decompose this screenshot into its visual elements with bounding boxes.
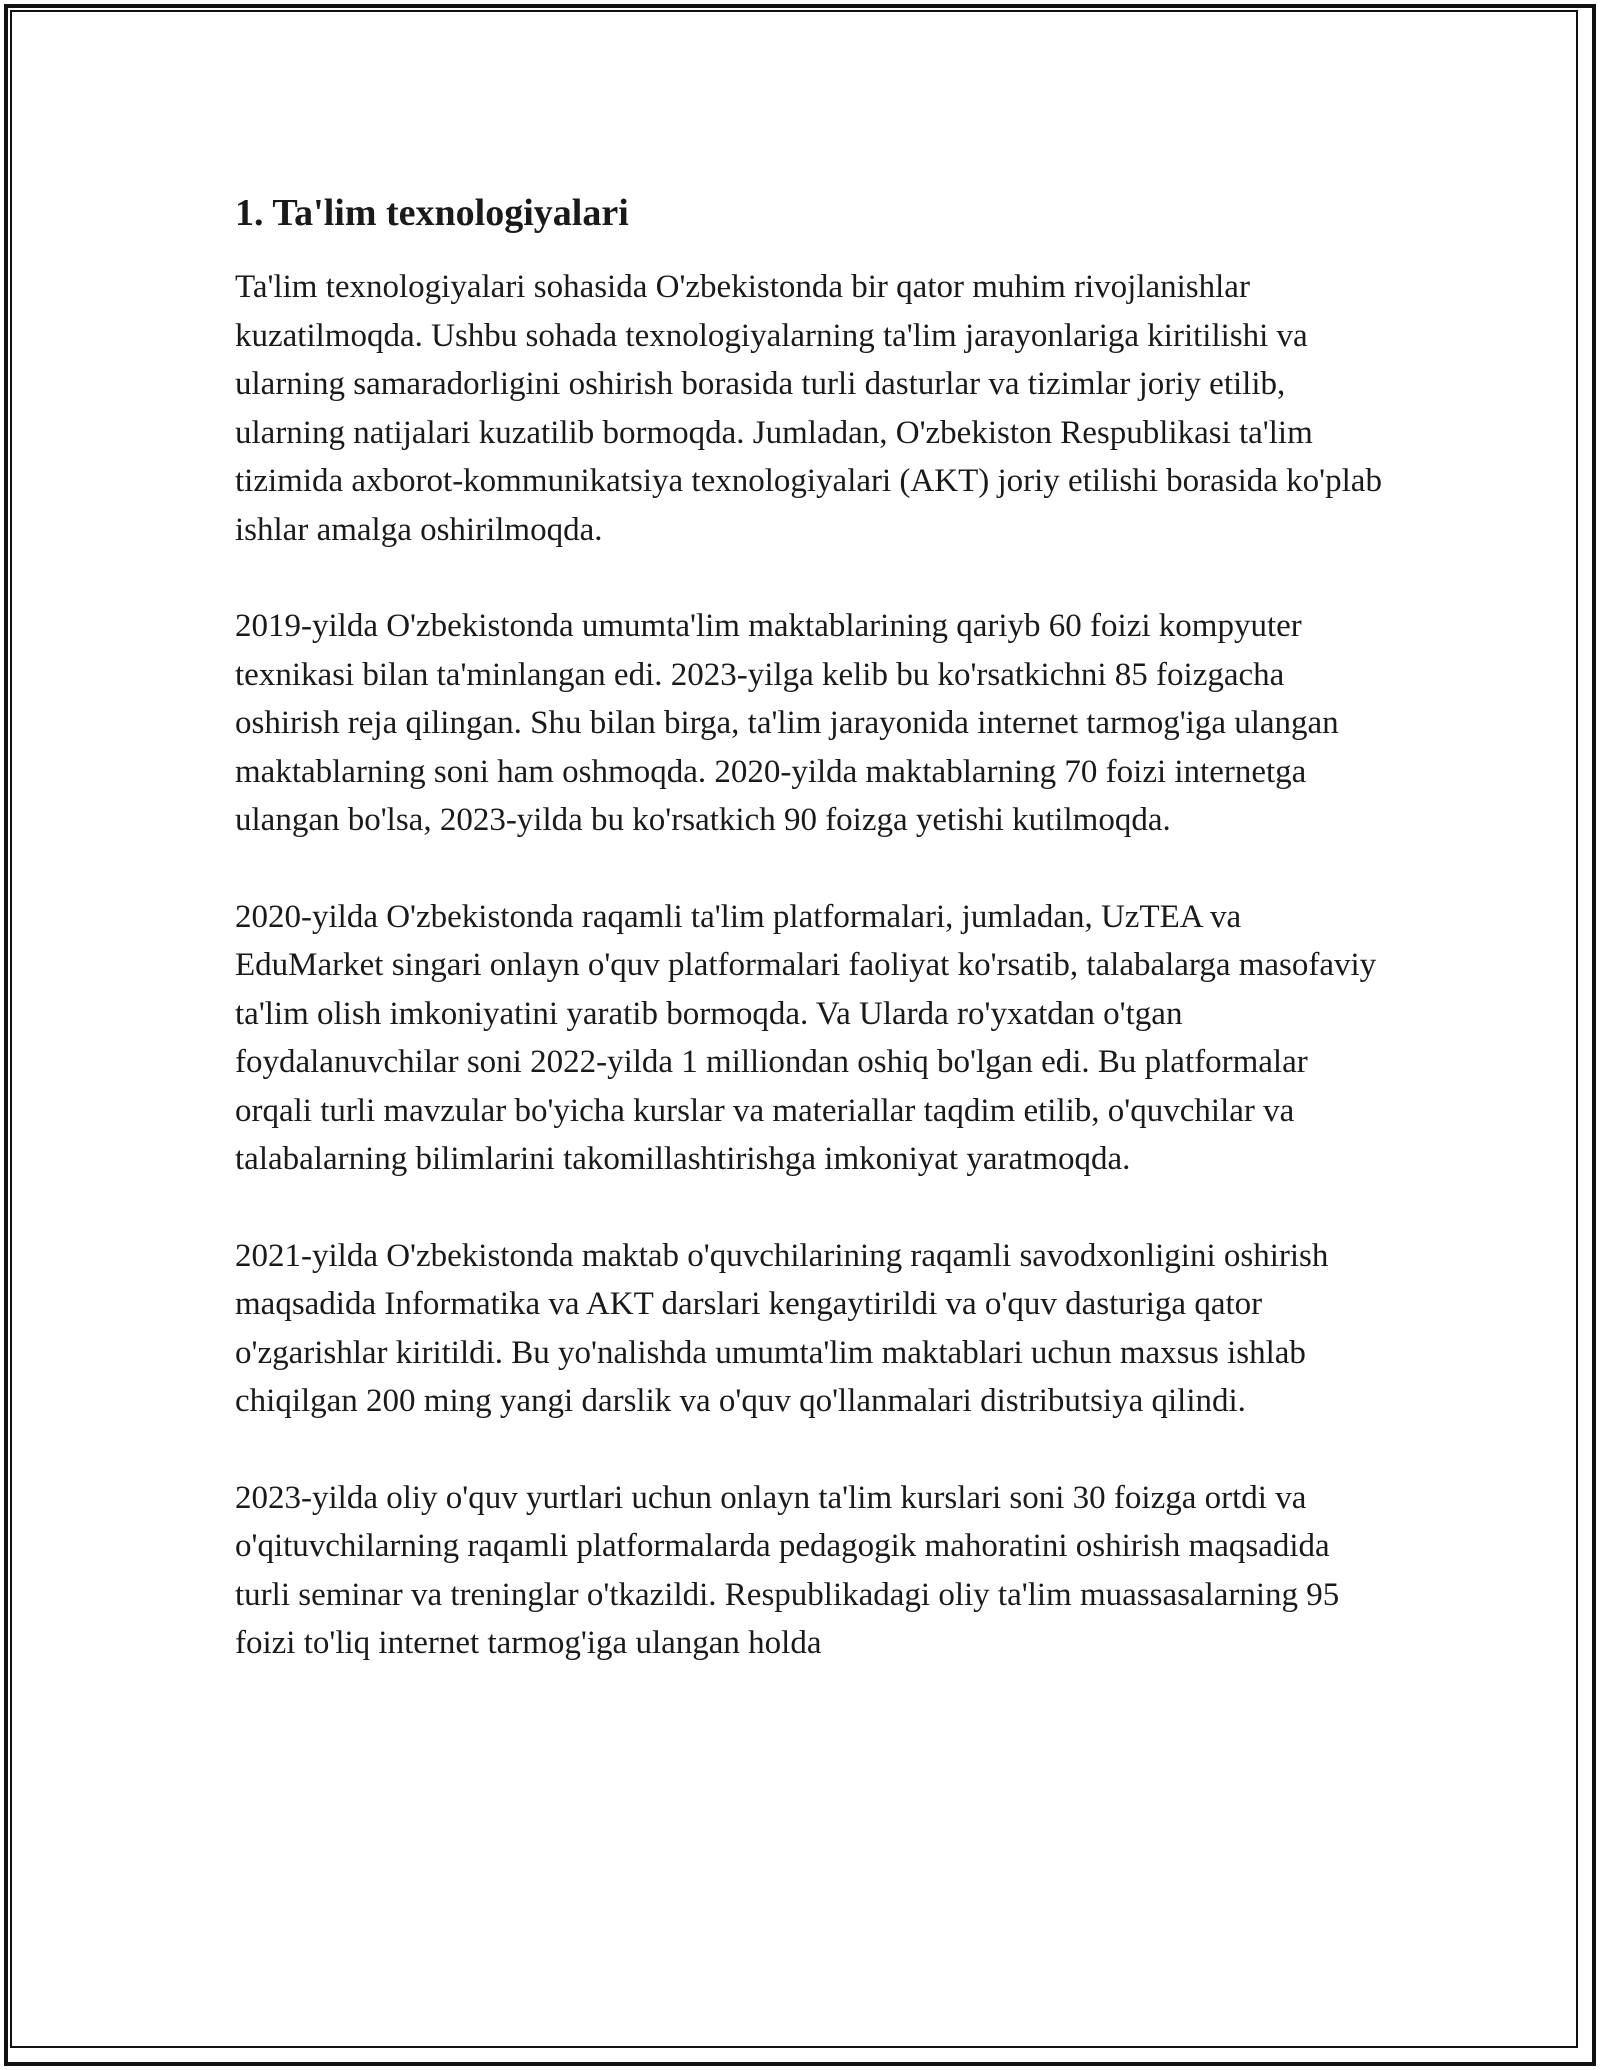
document-body bbox=[235, 185, 1385, 1716]
paragraph-2: 2019-yilda O'zbekistonda umumta'lim maktablarining qariyb 60 foizi kompyuter texnikasi bilan ta'minlangan edi. 2023-yilga kelib bu ko'rsatkichni 85 foizgacha oshirish reja qilingan. Shu bilan birga, ta'lim jarayonida internet tarmog'iga ulangan maktablarning soni ham oshmoqda. 2020-yilda maktablarning 70 foizi internetga ulangan bo'lsa, 2023-yilda bu ko'rsatkich 90 foizga yetishi kutilmoqda. bbox=[235, 608, 1339, 838]
paragraph-5: 2023-yilda oliy o'quv yurtlari uchun onlayn ta'lim kurslari soni 30 foizga ortdi va o'qituvchilarning raqamli platformalarda pedagogik mahoratini oshirish maqsadida turli seminar va treninglar o'tkazildi. Respublikadagi oliy ta'lim muassasalarning 95 foizi to'liq internet tarmog'iga ulangan holda bbox=[235, 1479, 1340, 1661]
paragraph-4: 2021-yilda O'zbekistonda maktab o'quvchilarining raqamli savodxonligini oshirish maqsadida Informatika va AKT darslari kengaytirildi va o'quv dasturiga qator o'zgarishlar kiritildi. Bu yo'nalishda umumta'lim maktablari uchun maxsus ishlab chiqilgan 200 ming yangi darslik va o'quv qo'llanmalari distributsiya qilindi. bbox=[235, 1237, 1329, 1419]
section-heading: 1. Ta'lim texnologiyalari bbox=[235, 192, 629, 234]
paragraph-1: Ta'lim texnologiyalari sohasida O'zbekistonda bir qator muhim rivojlanishlar kuzatilmoqda. Ushbu sohada texnologiyalarning ta'lim jarayonlariga kiritilishi va ularning samaradorligini oshirish borasida turli dasturlar va tizimlar joriy etilib, ularning natijalari kuzatilib bormoqda. Jumladan, O'zbekiston Respublikasi ta'lim tizimida axborot-kommunikatsiya texnologiyalari (AKT) joriy etilishi borasida ko'plab ishlar amalga oshirilmoqda. bbox=[235, 269, 1382, 548]
paragraph-3: 2020-yilda O'zbekistonda raqamli ta'lim platformalari, jumladan, UzTEA va EduMarket singari onlayn o'quv platformalari faoliyat ko'rsatib, talabalarga masofaviy ta'lim olish imkoniyatini yaratib bormoqda. Va Ularda ro'yxatdan o'tgan foydalanuvchilar soni 2022-yilda 1 milliondan oshiq bo'lgan edi. Bu platformalar orqali turli mavzular bo'yicha kurslar va materiallar taqdim etilib, o'quvchilar va talabalarning bilimlarini takomillashtirishga imkoniyat yaratmoqda. bbox=[235, 898, 1377, 1177]
